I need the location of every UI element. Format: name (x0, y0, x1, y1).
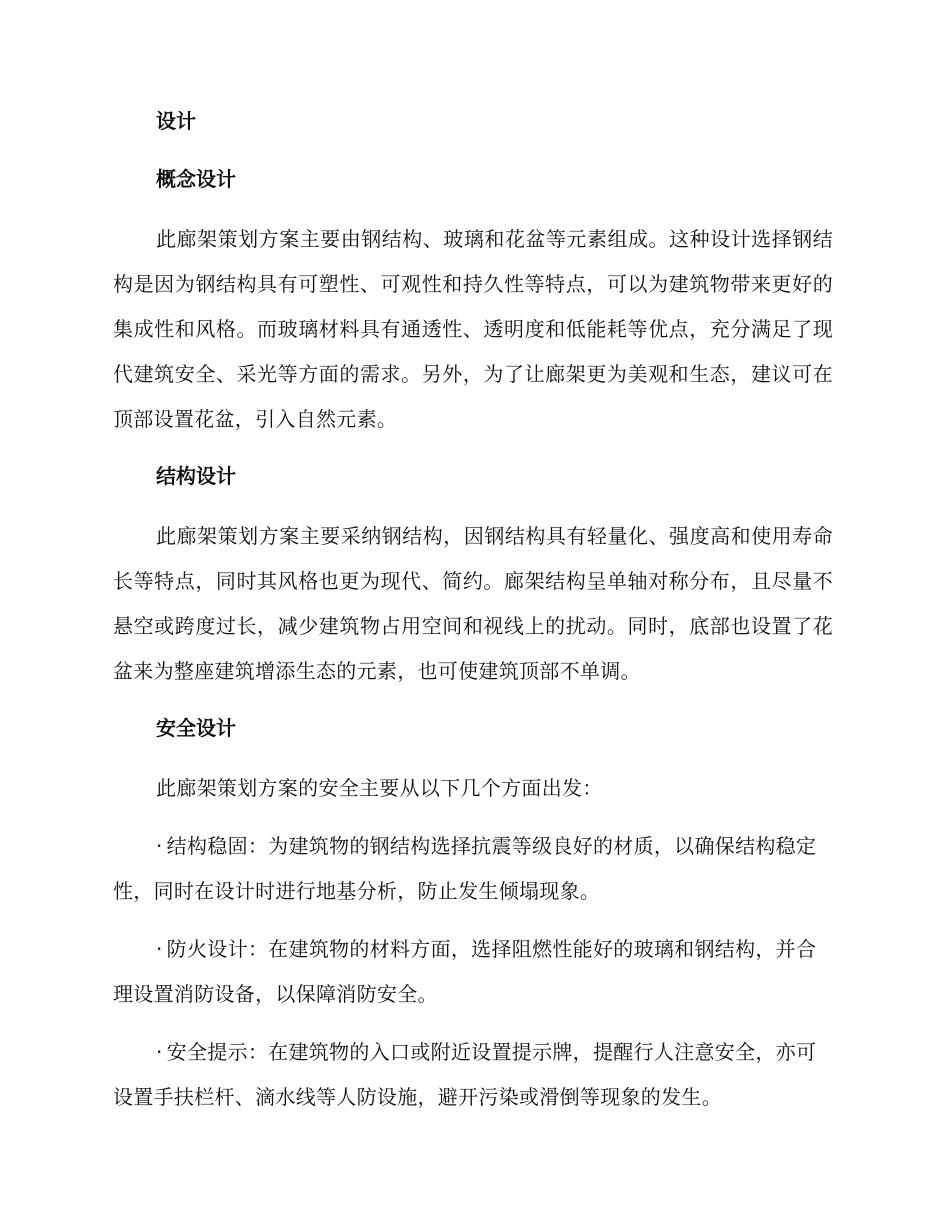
document-body (113, 107, 833, 1133)
bullet-text: 安全提示：在建筑物的入口或附近设置提示牌，提醒行人注意安全，亦可设置手扶栏杆、滴水线等人防设施，避开污染或滑倒等现象的发生。 (113, 1040, 817, 1109)
section-heading-concept: 概念设计 (156, 167, 236, 191)
bullet-item-fire-protection (113, 927, 833, 1017)
bullet-item-safety-signs (113, 1030, 833, 1120)
document-title: 设计 (156, 109, 196, 133)
paragraph-concept: 此廊架策划方案主要由钢结构、玻璃和花盆等元素组成。这种设计选择钢结构是因为钢结构具有可塑性、可观性和持久性等特点，可以为建筑物带来更好的集成性和风格。而玻璃材料具有通透性、透明度和低能耗等优点，充分满足了现代建筑安全、采光等方面的需求。另外，为了让廊架更为美观和生态，建议可在顶部设置花盆，引入自然元素。 (113, 227, 833, 431)
bullet-marker: · (156, 937, 163, 961)
bullet-text: 防火设计：在建筑物的材料方面，选择阻燃性能好的玻璃和钢结构，并合理设置消防设备，以保障消防安全。 (113, 937, 817, 1006)
paragraph-structure: 此廊架策划方案主要采纳钢结构，因钢结构具有轻量化、强度高和使用寿命长等特点，同时其风格也更为现代、简约。廊架结构呈单轴对称分布，且尽量不悬空或跨度过长，减少建筑物占用空间和视线上的扰动。同时，底部也设置了花盆来为整座建筑增添生态的元素，也可使建筑顶部不单调。 (113, 524, 833, 683)
bullet-item-structure-stability (113, 824, 833, 914)
bullet-text: 结构稳固：为建筑物的钢结构选择抗震等级良好的材质，以确保结构稳定性，同时在设计时进行地基分析，防止发生倾塌现象。 (113, 834, 817, 903)
bullet-marker: · (156, 1040, 163, 1064)
paragraph-safety-intro: 此廊架策划方案的安全主要从以下几个方面出发： (156, 776, 603, 800)
section-heading-structure: 结构设计 (156, 464, 236, 488)
section-heading-safety: 安全设计 (156, 716, 236, 740)
bullet-marker: · (156, 834, 163, 858)
